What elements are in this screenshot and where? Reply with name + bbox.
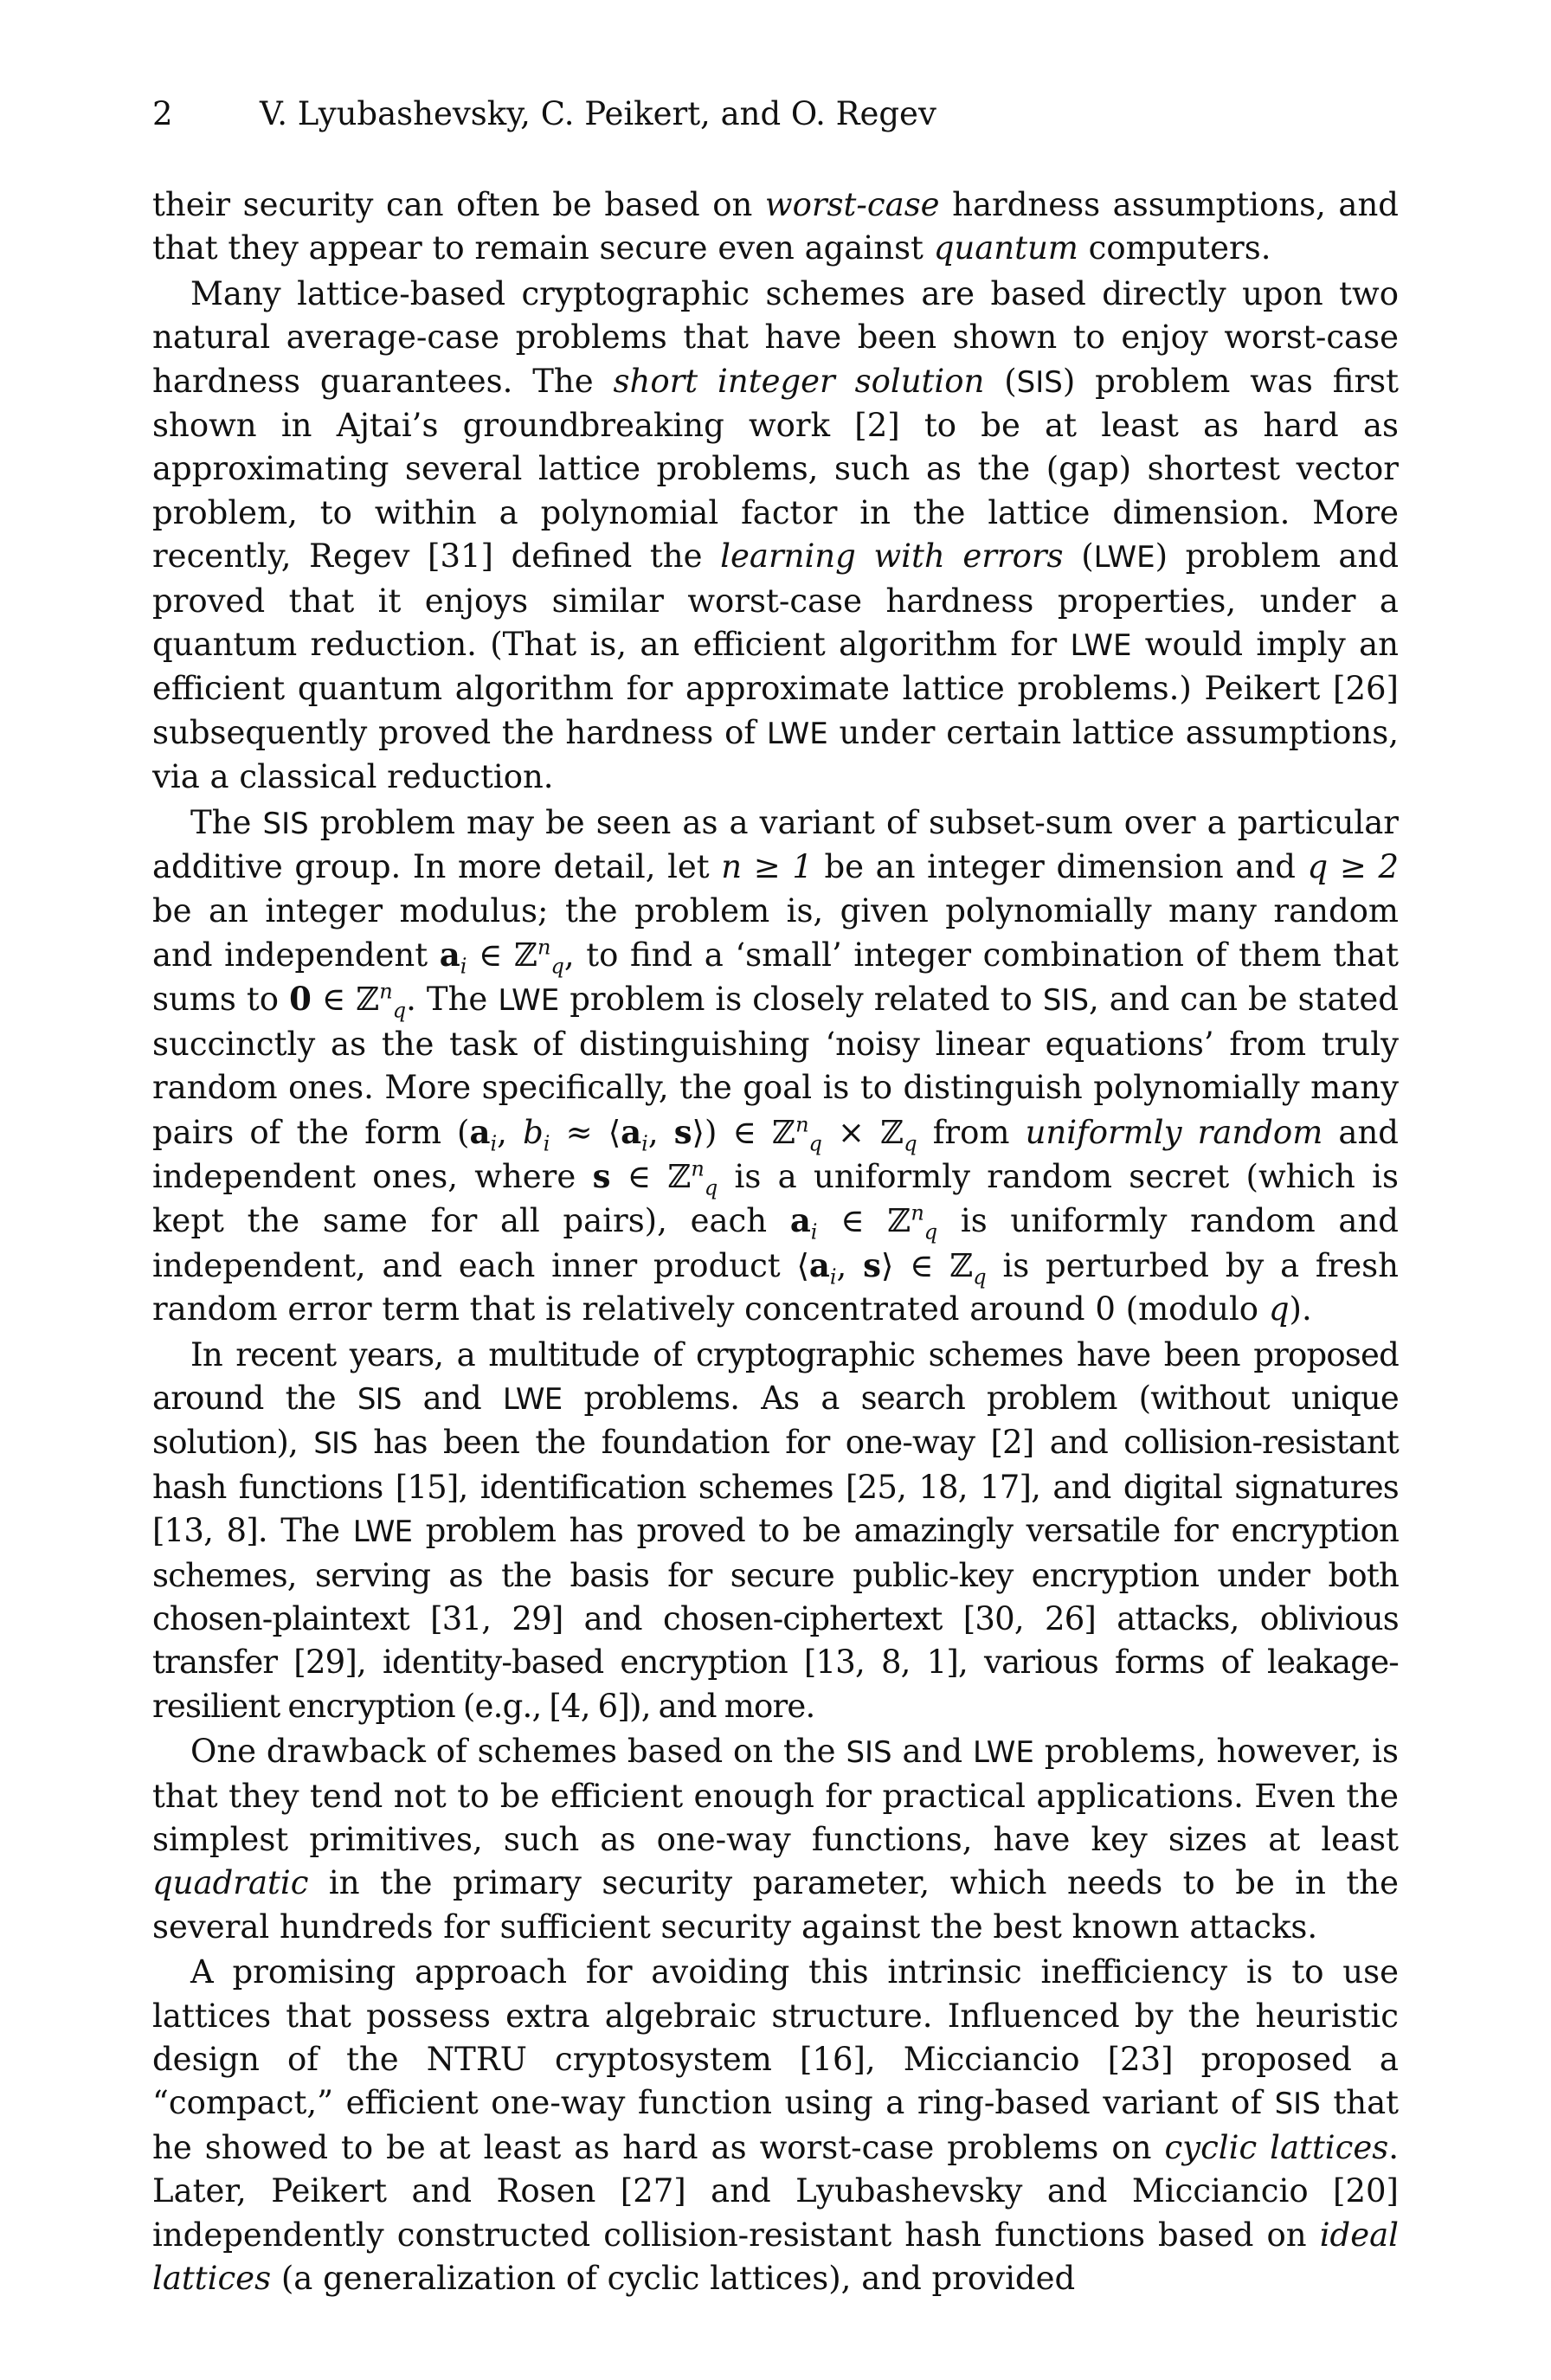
body-text: [152, 183, 1399, 2301]
paragraph-4: In recent years, a multitude of cryptographic schemes have been proposed around the SIS and LWE problems. As a search problem (without unique solution), SIS has been the foundation for one-way [2] and collision-resistant hash functions [15], identification schemes [25, 18, 17], and digital signatures [13, 8]. The LWE problem has proved to be amazingly versatile for encryption schemes, serving as the basis for secure public-key encryption under both chosen-plaintext [31, 29] and chosen-ciphertext [30, 26] attacks, oblivious transfer [29], identity-based encryption [13, 8, 1], various forms of leakage-resilient encryption (e.g., [4, 6]), and more.: [152, 1335, 1400, 1725]
paragraph-3: The SIS problem may be seen as a variant of subset-sum over a particular additive group. In more detail, let n ≥ 1 be an integer dimension and q ≥ 2 be an integer modulus; the problem is, given polynomially many random and independent $a_i$ ∈ ℤ$^n_q$, to find a ‘small’ integer combination of them that sums to 0 ∈ ℤ$^n_q$. The LWE problem is closely related to SIS, and can be stated succinctly as the task of distinguishing ‘noisy linear equations’ from truly random ones. More specifically, the goal is to distinguish polynomially many pairs of the form ($a_i$, $b_i$ ≈ $⟨a_i$, s⟩) ∈ ℤ$^n_q$ × ℤ$_q$ from uniformly random and independent ones, where s ∈ ℤ$^n_q$ is a uniformly random secret (which is kept the same for all pairs), each $a_i$ ∈ ℤ$^n_q$ is uniformly random and independent, and each inner product $⟨a_i$, s⟩ ∈ ℤ$_q$ is perturbed by a fresh random error term that is relatively concentrated around 0 (modulo q).: [152, 803, 1399, 1328]
page-number: 2: [152, 95, 173, 132]
running-header: [152, 93, 936, 135]
paragraph-2: Many lattice-based cryptographic schemes are based directly upon two natural average-case problems that have been shown to enjoy worst-case hardness guarantees. The short integer solution (SIS) problem was first shown in Ajtai’s groundbreaking work [2] to be at least as hard as approximating several lattice problems, such as the (gap) shortest vector problem, to within a polynomial factor in the lattice dimension. More recently, Regev [31] defined the learning with errors (LWE) problem and proved that it enjoys similar worst-case hardness properties, under a quantum reduction. (That is, an efficient algorithm for LWE would imply an efficient quantum algorithm for approximate lattice problems.) Peikert [26] subsequently proved the hardness of LWE under certain lattice assumptions, via a classical reduction.: [152, 274, 1400, 796]
running-head-authors: V. Lyubashevsky, C. Peikert, and O. Regev: [260, 95, 936, 132]
paragraph-6: A promising approach for avoiding this intrinsic inefficiency is to use lattices that possess extra algebraic structure. Influenced by the heuristic design of the NTRU cryptosystem [16], Micciancio [23] proposed a “compact,” efficient one-way function using a ring-based variant of SIS that he showed to be at least as hard as worst-case problems on cyclic lattices. Later, Peikert and Rosen [27] and Lyubashevsky and Micciancio [20] independently constructed collision-resistant hash functions based on ideal lattices (a generalization of cyclic lattices), and provided: [152, 1953, 1399, 2298]
paragraph-5: One drawback of schemes based on the SIS and LWE problems, however, is that they tend not to be efficient enough for practical applications. Even the simplest primitives, such as one-way functions, have key sizes at least quadratic in the primary security parameter, which needs to be in the several hundreds for sufficient security against the best known attacks.: [152, 1733, 1400, 1946]
paragraph-1: their security can often be based on worst-case hardness assumptions, and that they appear to remain secure even against quantum computers.: [152, 186, 1399, 267]
